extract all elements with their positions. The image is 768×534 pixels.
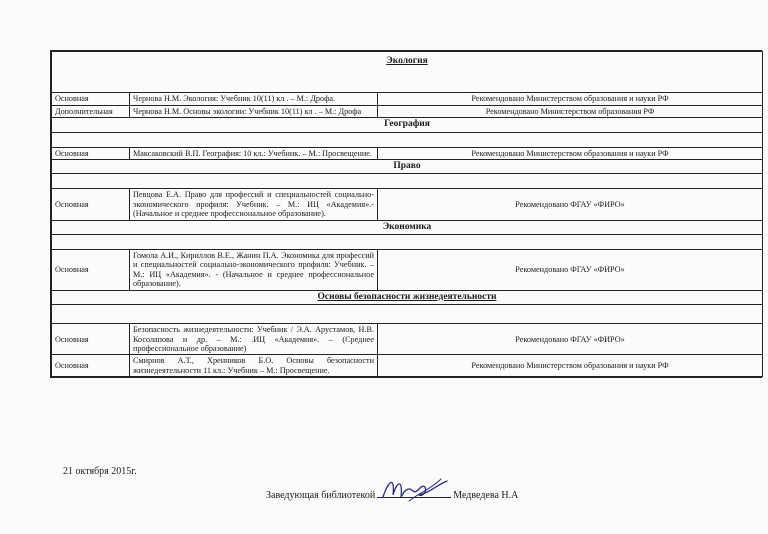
document-sheet: [50, 50, 762, 378]
spacer-row: [52, 132, 763, 147]
row-recommendation: Рекомендовано Министерством образования и науки РФ: [378, 355, 763, 377]
row-type: Основная: [52, 250, 130, 291]
section-title: Основы безопасности жизнедеятельности: [317, 291, 497, 302]
row-book: Гомола А.И., Кириллов В.Е., Жанин П.А. Экономика для профессий и специальностей социально-экономического профиля: Учебник. – М.: ИЦ «Академия». - (Начальное и среднее профессиональное образование).: [130, 250, 378, 291]
row-type: Основная: [52, 93, 130, 105]
section-title: Экономика: [382, 221, 432, 232]
table-row: [52, 105, 763, 117]
section-header-ecology: [52, 52, 763, 93]
row-book: Чернова Н.М. Экология: Учебник 10(11) кл . – М.: Дрофа.: [130, 93, 378, 105]
row-recommendation: Рекомендовано ФГАУ «ФИРО»: [378, 250, 763, 291]
spacer-row: [52, 305, 763, 324]
signature-line: [377, 497, 451, 498]
spacer-row: [52, 174, 763, 189]
table-row: [52, 147, 763, 159]
row-book: Певцова Е.А. Право для профессий и специальностей социально-экономического профиля: Учебник. – М.: ИЦ «Академия».- (Начальное и среднее профессиональное образование).: [130, 189, 378, 220]
section-header-economics: [52, 220, 763, 234]
row-type: Основная: [52, 355, 130, 377]
row-book: Смирнов А.Т., Хренников Б.О. Основы безопасности жизнедеятельности 11 кл.: Учебник – М.: Просвещение.: [130, 355, 378, 377]
signature-block: [266, 490, 518, 501]
section-title: Экология: [386, 56, 428, 66]
row-book: Безопасность жизнедеятельности: Учебник / Э.А. Арустамов, Н.В. Косолапова и др. – М.: .ИЦ «Академия». – (Среднее профессиональное образование): [130, 324, 378, 355]
section-header-law: [52, 160, 763, 174]
table-row: [52, 189, 763, 220]
section-header-life-safety: [52, 290, 763, 304]
row-type: Основная: [52, 189, 130, 220]
handwritten-signature: [379, 475, 451, 503]
row-book: Максаковский В.П. География: 10 кл.: Учебник. – М.: Просвещение.: [130, 147, 378, 159]
row-type: Дополнительная: [52, 105, 130, 117]
section-title: География: [384, 119, 430, 130]
table-row: [52, 355, 763, 377]
row-recommendation: Рекомендовано ФГАУ «ФИРО»: [378, 324, 763, 355]
document-date: 21 октября 2015г.: [63, 466, 137, 477]
row-recommendation: Рекомендовано Министерством образования и науки РФ: [378, 93, 763, 105]
table-row: [52, 324, 763, 355]
signer-name: Медведева Н.А: [453, 490, 519, 501]
signer-position: Заведующая библиотекой: [266, 490, 376, 501]
table-row: [52, 93, 763, 105]
row-type: Основная: [52, 324, 130, 355]
row-recommendation: Рекомендовано ФГАУ «ФИРО»: [378, 189, 763, 220]
row-recommendation: Рекомендовано Министерством образования РФ: [378, 105, 763, 117]
spacer-row: [52, 235, 763, 250]
section-header-geography: [52, 118, 763, 132]
table-row: [52, 250, 763, 291]
row-type: Основная: [52, 147, 130, 159]
row-book: Чернова Н.М. Основы экологии: Учебник 10(11) кл . – М.: Дрофа: [130, 105, 378, 117]
section-title: Право: [393, 161, 421, 172]
textbook-table: [51, 51, 763, 377]
row-recommendation: Рекомендовано Министерством образования и науки РФ: [378, 147, 763, 159]
